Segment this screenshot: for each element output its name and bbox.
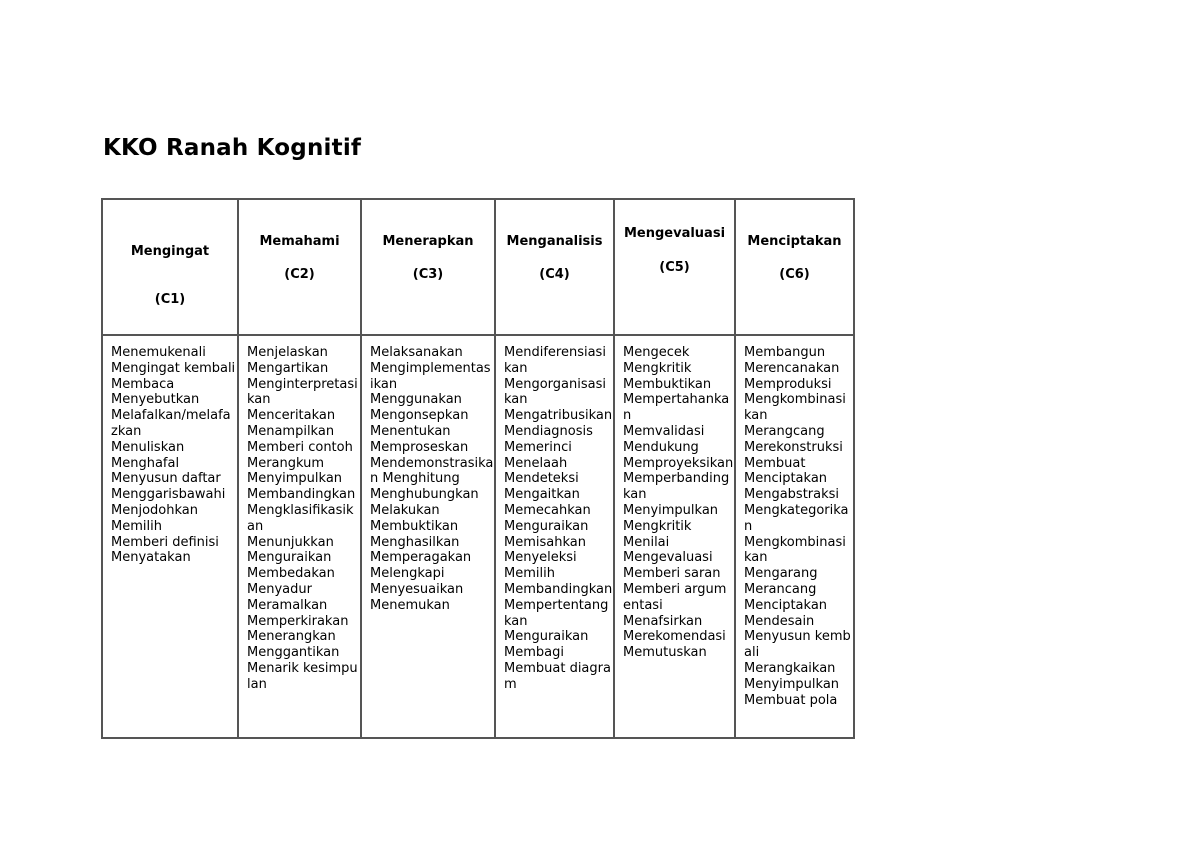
verb-item: Membandingkan — [247, 487, 356, 503]
verb-item: Menyimpulkan — [744, 676, 840, 692]
kko-table — [101, 198, 855, 739]
verb-item: Memilih — [504, 566, 555, 582]
verb-item: Menciptakan — [744, 471, 828, 487]
header-code: (C4) — [539, 267, 570, 282]
verb-item: Menyebutkan — [111, 392, 200, 408]
table-body-row — [102, 335, 854, 738]
verb-item: Menguraikan — [504, 518, 589, 534]
table-header-row — [102, 199, 854, 335]
verb-item: Menelaah — [504, 455, 568, 471]
header-code: (C3) — [412, 267, 444, 282]
verb-item: Menyeleksi — [504, 550, 577, 566]
verb-item: Mengkritik — [623, 518, 692, 534]
header-c2 — [238, 199, 361, 335]
verb-item: Menyesuaikan — [370, 581, 464, 597]
header-c4 — [495, 199, 614, 335]
verb-item: Mempertentangkan — [504, 597, 609, 629]
verb-item: Menyusun daftar — [111, 471, 221, 487]
verb-item: Memproyeksikan — [623, 455, 734, 471]
verb-item: Menafsirkan — [623, 613, 703, 629]
verb-item: Menciptakan — [744, 597, 828, 613]
verb-item: Memecahkan — [504, 502, 591, 518]
verb-item: Membandingkan — [504, 581, 613, 597]
header-name: Menciptakan — [747, 234, 842, 249]
verb-item: Memberi definisi — [111, 534, 219, 550]
verb-item: Menggantikan — [247, 645, 340, 661]
verb-item: Menyusun kembali — [744, 629, 851, 661]
header-code: (C5) — [659, 260, 690, 275]
verb-item: Menerangkan — [247, 629, 336, 645]
verb-item: Memberi contoh — [247, 439, 353, 455]
verb-item: Memisahkan — [504, 534, 586, 550]
verb-item: Mengabstraksi — [744, 487, 840, 503]
verb-item: Menghafal — [111, 455, 180, 471]
verb-item: Meramalkan — [247, 597, 328, 613]
verb-item: Merangkaikan — [744, 660, 836, 676]
verb-item: Merangkum — [247, 455, 325, 471]
verb-item: Mengarang — [744, 566, 818, 582]
verb-item: Menguraikan — [504, 629, 589, 645]
verb-item: Membedakan — [247, 566, 335, 582]
verb-item: Mengaitkan — [504, 487, 580, 503]
verb-item: Mendemonstrasikan Menghitung — [370, 455, 494, 487]
verb-item: Memberi argumentasi — [623, 581, 727, 613]
verb-item: Mendesain — [744, 613, 815, 629]
verb-item: Menjelaskan — [247, 345, 328, 360]
verb-item: Mengingat kembali — [111, 360, 236, 376]
verb-item: Membuat pola — [744, 692, 838, 708]
verb-item: Menyatakan — [111, 550, 191, 566]
verb-item: Melafalkan/melafazkan — [111, 408, 231, 439]
verb-item: Menemukan — [370, 597, 450, 613]
header-c5 — [614, 199, 735, 335]
verb-item: Melakukan — [370, 502, 440, 518]
verb-item: Menuliskan — [111, 439, 185, 455]
verb-item: Menghubungkan — [370, 487, 479, 503]
verb-item: Mendukung — [623, 439, 699, 455]
verb-item: Merekonstruksi Membuat — [744, 439, 843, 471]
header-name: Mengevaluasi — [623, 226, 726, 241]
verb-item: Memperbandingkan — [623, 471, 730, 503]
verb-item: Membuat diagram — [504, 660, 611, 692]
header-name: Menerapkan — [382, 234, 474, 249]
verb-item: Memutuskan — [623, 645, 707, 661]
verb-item: Memproseskan — [370, 439, 469, 455]
cell-c4-verbs — [495, 335, 614, 738]
cell-c1-verbs — [102, 335, 238, 738]
header-name: Memahami — [259, 234, 340, 249]
verb-item: Menghasilkan — [370, 534, 460, 550]
cell-c6-verbs — [735, 335, 854, 738]
verb-item: Memperagakan — [370, 550, 472, 566]
verb-item: Melaksanakan — [370, 345, 463, 360]
verb-item: Mengatribusikan — [504, 408, 613, 424]
verb-item: Mendiagnosis — [504, 423, 593, 439]
header-c1 — [102, 199, 238, 335]
header-code: (C1) — [154, 292, 186, 307]
verb-item: Mendiferensiasikan — [504, 345, 606, 376]
verb-item: Menggarisbawahi Menjodohkan — [111, 487, 226, 518]
verb-item: Menyimpulkan — [623, 502, 719, 518]
verb-item: Menguraikan — [247, 550, 332, 566]
verb-item: Membangun — [744, 345, 826, 360]
verb-item: Mengimplementasikan — [370, 360, 491, 392]
verb-item: Mendeteksi — [504, 471, 579, 487]
header-code: (C2) — [284, 267, 315, 282]
verb-item: Memvalidasi — [623, 423, 705, 439]
verb-item: Mempertahankan — [623, 392, 730, 424]
verb-item: Mengonsepkan — [370, 408, 469, 424]
header-code: (C6) — [779, 267, 810, 282]
verb-item: Memproduksi — [744, 376, 832, 392]
verb-item: Mengkategorikan — [744, 502, 849, 534]
verb-item: Memperkirakan — [247, 613, 349, 629]
verb-item: Menyimpulkan — [247, 471, 343, 487]
verb-item: Mengkombinasikan — [744, 534, 846, 566]
verb-item: Mengevaluasi — [623, 550, 713, 566]
verb-item: Memilih — [111, 518, 162, 534]
verb-item: Membuktikan — [623, 376, 712, 392]
verb-item: Menunjukkan — [247, 534, 334, 550]
verb-item: Menyadur — [247, 581, 312, 597]
verb-item: Membagi — [504, 645, 564, 661]
header-name: Mengingat — [130, 244, 210, 259]
verb-item: Memerinci — [504, 439, 572, 455]
verb-item: Menemukenali — [111, 345, 206, 360]
verb-item: Menginterpretasikan — [247, 376, 358, 408]
verb-item: Merencanakan — [744, 360, 840, 376]
verb-item: Mengartikan — [247, 360, 329, 376]
page-title: KKO Ranah Kognitif — [103, 135, 362, 161]
verb-item: Menggunakan — [370, 392, 462, 408]
verb-item: Mengorganisasikan — [504, 376, 606, 408]
verb-item: Mengkombinasikan — [744, 392, 846, 424]
verb-item: Menarik kesimpulan — [247, 660, 358, 692]
verb-item: Menampilkan — [247, 423, 335, 439]
cell-c3-verbs — [361, 335, 495, 738]
verb-item: Melengkapi — [370, 566, 445, 582]
verb-item: Mengkritik — [623, 360, 692, 376]
header-name: Menganalisis — [506, 234, 603, 249]
verb-item: Membaca — [111, 376, 175, 392]
verb-item: Membuktikan — [370, 518, 459, 534]
verb-item: Menceritakan — [247, 408, 336, 424]
verb-item: Merekomendasi — [623, 629, 726, 645]
header-c6 — [735, 199, 854, 335]
verb-item: Memberi saran — [623, 566, 721, 582]
verb-item: Mengklasifikasikan — [247, 502, 354, 534]
verb-item: Merangcang — [744, 423, 825, 439]
cell-c5-verbs — [614, 335, 735, 738]
verb-item: Mengecek — [623, 345, 690, 360]
header-c3 — [361, 199, 495, 335]
verb-item: Menilai — [623, 534, 670, 550]
verb-item: Menentukan — [370, 423, 451, 439]
cell-c2-verbs — [238, 335, 361, 738]
verb-item: Merancang — [744, 581, 817, 597]
